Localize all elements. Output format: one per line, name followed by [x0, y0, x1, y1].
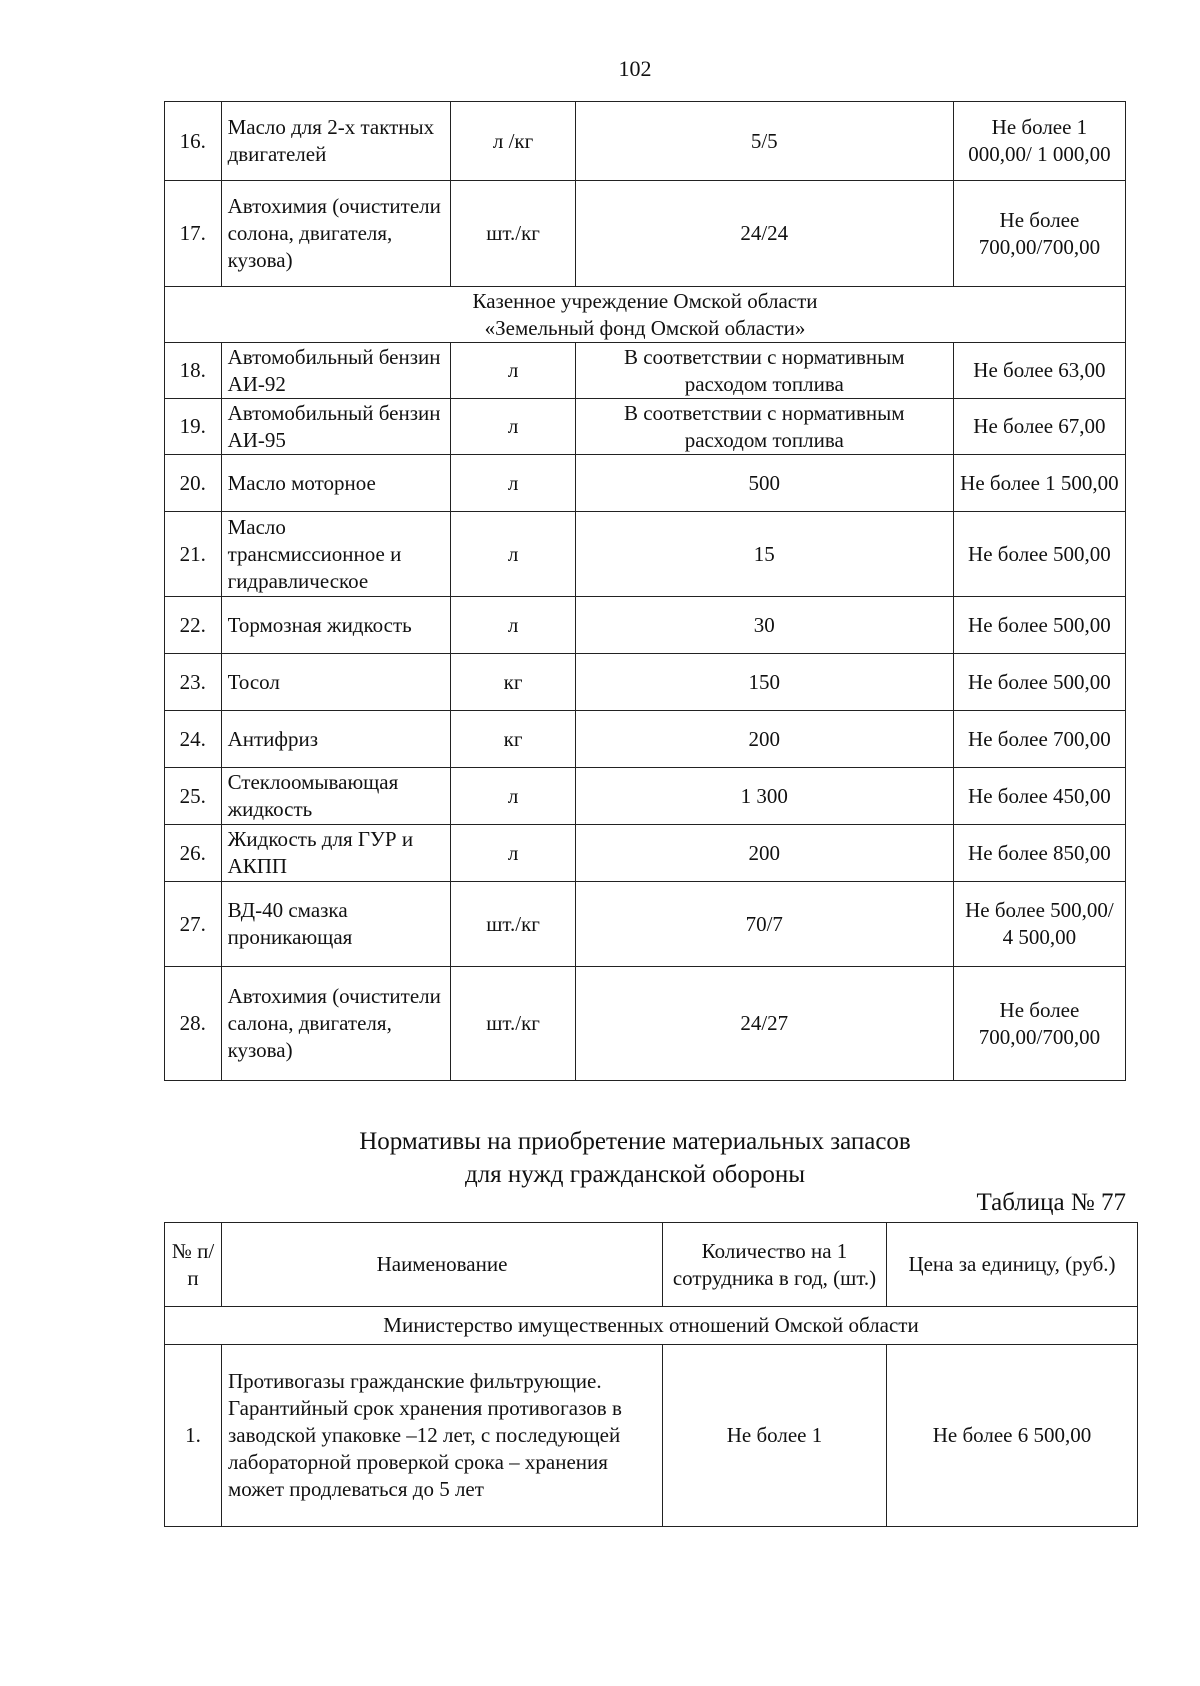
organization-name — [165, 287, 1126, 343]
table-row — [165, 181, 1126, 287]
header-quantity: Количество на 1 сотрудника в год, (шт.) — [663, 1223, 887, 1307]
item-name: ВД-40 смазка проникающая — [221, 882, 451, 967]
table-row — [165, 343, 1126, 399]
item-price: Не более 1 000,00/ 1 000,00 — [953, 102, 1125, 181]
table-row — [165, 654, 1126, 711]
table-row — [165, 399, 1126, 455]
table-row — [165, 1345, 1138, 1527]
item-unit: шт./кг — [451, 882, 575, 967]
item-unit: л — [451, 597, 575, 654]
table-row — [165, 455, 1126, 512]
organization-name-line1: Казенное учреждение Омской области — [472, 288, 818, 313]
row-number: 24. — [165, 711, 222, 768]
item-quantity: Не более 1 — [663, 1345, 887, 1527]
item-quantity: 1 300 — [575, 768, 953, 825]
item-quantity: 70/7 — [575, 882, 953, 967]
item-quantity: 150 — [575, 654, 953, 711]
item-name: Тосол — [221, 654, 451, 711]
organization-name-line2: «Земельный фонд Омской области» — [484, 315, 806, 340]
item-name: Масло для 2-х тактных двигателей — [221, 102, 451, 181]
item-name: Автомобильный бензин АИ-92 — [221, 343, 451, 399]
item-price: Не более 700,00/700,00 — [953, 181, 1125, 287]
item-price: Не более 450,00 — [953, 768, 1125, 825]
item-price: Не более 1 500,00 — [953, 455, 1125, 512]
section-title-line1: Нормативы на приобретение материальных запасов — [359, 1128, 911, 1155]
item-name: Автохимия (очистители солона, двигателя, кузова) — [221, 181, 451, 287]
item-price: Не более 500,00 — [953, 597, 1125, 654]
row-number: 18. — [165, 343, 222, 399]
row-number: 16. — [165, 102, 222, 181]
table-row — [165, 825, 1126, 882]
table-row — [165, 102, 1126, 181]
header-price: Цена за единицу, (руб.) — [887, 1223, 1138, 1307]
item-price: Не более 850,00 — [953, 825, 1125, 882]
item-unit: кг — [451, 711, 575, 768]
fuel-materials-table — [164, 101, 1126, 1081]
item-quantity: 24/27 — [575, 967, 953, 1081]
item-unit: шт./кг — [451, 967, 575, 1081]
item-quantity: 5/5 — [575, 102, 953, 181]
civil-defense-table — [164, 1222, 1138, 1527]
item-quantity: В соответствии с нормативным расходом топлива — [575, 343, 953, 399]
section-title-line2: для нужд гражданской обороны — [464, 1161, 806, 1188]
item-quantity: 200 — [575, 825, 953, 882]
organization-row — [165, 287, 1126, 343]
item-name: Противогазы гражданские фильтрующие. Гарантийный срок хранения противогазов в заводской упаковке –12 лет, с последующей лабораторной проверкой срока – хранения может продлеваться до 5 лет — [222, 1345, 663, 1527]
table-row — [165, 711, 1126, 768]
header-number: № п/п — [165, 1223, 222, 1307]
item-price: Не более 700,00/700,00 — [953, 967, 1125, 1081]
item-name: Автохимия (очистители салона, двигателя, кузова) — [221, 967, 451, 1081]
header-name: Наименование — [222, 1223, 663, 1307]
item-unit: л — [451, 825, 575, 882]
item-name: Масло трансмиссионное и гидравлическое — [221, 512, 451, 597]
item-name: Масло моторное — [221, 455, 451, 512]
organization-row — [165, 1307, 1138, 1345]
item-quantity: В соответствии с нормативным расходом топлива — [575, 399, 953, 455]
table-row — [165, 967, 1126, 1081]
item-quantity: 500 — [575, 455, 953, 512]
item-quantity: 24/24 — [575, 181, 953, 287]
item-price: Не более 500,00/ 4 500,00 — [953, 882, 1125, 967]
item-name: Антифриз — [221, 711, 451, 768]
row-number: 21. — [165, 512, 222, 597]
item-unit: л /кг — [451, 102, 575, 181]
row-number: 19. — [165, 399, 222, 455]
row-number: 26. — [165, 825, 222, 882]
item-quantity: 30 — [575, 597, 953, 654]
item-name: Автомобильный бензин АИ-95 — [221, 399, 451, 455]
item-price: Не более 500,00 — [953, 512, 1125, 597]
table-row — [165, 882, 1126, 967]
page-number: 102 — [618, 56, 652, 81]
row-number: 1. — [165, 1345, 222, 1527]
table-number-label: Таблица № 77 — [976, 1189, 1126, 1216]
item-quantity: 15 — [575, 512, 953, 597]
table-row — [165, 768, 1126, 825]
row-number: 28. — [165, 967, 222, 1081]
row-number: 17. — [165, 181, 222, 287]
item-unit: шт./кг — [451, 181, 575, 287]
item-name: Жидкость для ГУР и АКПП — [221, 825, 451, 882]
item-price: Не более 500,00 — [953, 654, 1125, 711]
row-number: 23. — [165, 654, 222, 711]
item-quantity: 200 — [575, 711, 953, 768]
item-unit: л — [451, 768, 575, 825]
row-number: 22. — [165, 597, 222, 654]
table-header-row — [165, 1223, 1138, 1307]
row-number: 20. — [165, 455, 222, 512]
item-price: Не более 67,00 — [953, 399, 1125, 455]
item-price: Не более 63,00 — [953, 343, 1125, 399]
organization-name: Министерство имущественных отношений Омской области — [165, 1307, 1138, 1345]
row-number: 25. — [165, 768, 222, 825]
table-row — [165, 597, 1126, 654]
item-name: Тормозная жидкость — [221, 597, 451, 654]
row-number: 27. — [165, 882, 222, 967]
item-price: Не более 700,00 — [953, 711, 1125, 768]
table-row — [165, 512, 1126, 597]
item-unit: л — [451, 455, 575, 512]
item-unit: кг — [451, 654, 575, 711]
item-unit: л — [451, 512, 575, 597]
item-unit: л — [451, 399, 575, 455]
item-unit: л — [451, 343, 575, 399]
item-name: Стеклоомывающая жидкость — [221, 768, 451, 825]
item-price: Не более 6 500,00 — [887, 1345, 1138, 1527]
